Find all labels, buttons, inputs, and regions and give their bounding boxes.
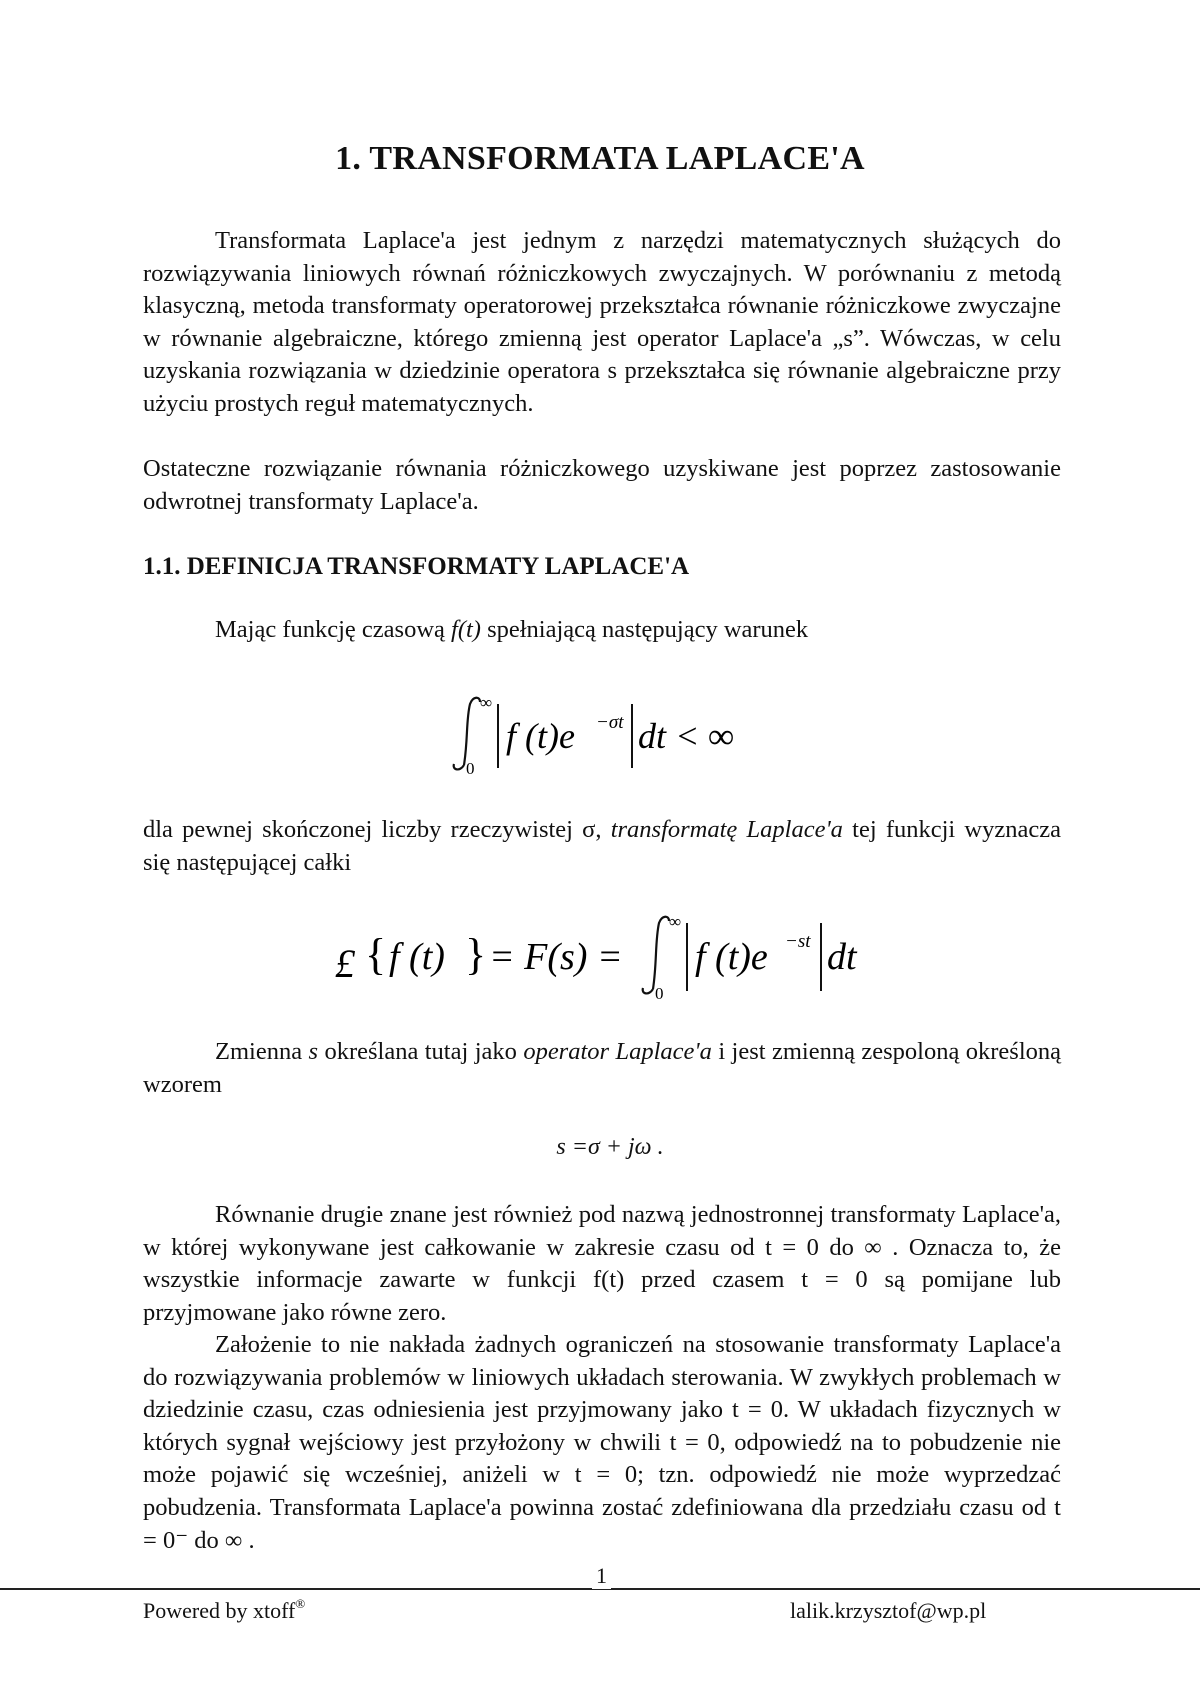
brace-left: { [365, 930, 387, 979]
integrand-exponent: −st [785, 931, 811, 952]
section-paragraph-2: dla pewnej skończonej liczby rzeczywistej σ, transformatę Laplace'a tej funkcji wyznacza się następującej całki [143, 816, 1061, 876]
integrand-exponent: −σt [596, 712, 624, 733]
integral-lower-limit: 0 [655, 984, 664, 1003]
section-paragraph-3: Zmienna s określana tutaj jako operator Laplace'a i jest zmienną zespoloną określoną wzorem [143, 1038, 1062, 1098]
integrand: f (t)e [695, 936, 768, 978]
laplace-definition-svg [335, 905, 875, 1005]
footer-credit: Powered by xtoff® [143, 1596, 306, 1623]
complex-variable-formula [0, 1134, 1200, 1161]
laplace-symbol: £ [335, 941, 355, 986]
convergence-formula-svg [440, 690, 760, 780]
integral-sign [643, 917, 669, 994]
laplace-definition-formula [0, 905, 1200, 1010]
integrand: f (t)e [506, 716, 575, 756]
formula-tail: dt < ∞ [638, 716, 734, 756]
section-heading: 1.1. DEFINICJA TRANSFORMATY LAPLACE'A [143, 553, 690, 580]
integral-upper-limit: ∞ [669, 912, 682, 931]
section-paragraph-1: Mając funkcję czasową f(t) spełniającą następujący warunek [215, 616, 809, 643]
section-paragraph-4: Równanie drugie znane jest również pod nazwą jednostronnej transformaty Laplace'a, w której wykonywane jest całkowanie w zakresie czasu od t = 0 do ∞ . Oznacza to, że wszystkie informacje zawarte w funkcji f(t) przed czasem t = 0 są pomijane lub przyjmowane jako równe zero. [143, 1201, 1061, 1326]
integral-lower-limit: 0 [466, 759, 475, 778]
transform-argument: f (t) [389, 936, 445, 978]
page-title: 1. TRANSFORMATA LAPLACE'A [335, 140, 865, 177]
complex-variable-expression: s =σ + jω . [556, 1134, 664, 1160]
transform-equality: = F(s) = [489, 936, 623, 978]
intro-paragraph-1: Transformata Laplace'a jest jednym z narzędzi matematycznych służących do rozwiązywania liniowych równań różniczkowych zwyczajnych. W porównaniu z metodą klasyczną, metoda transformaty operatorowej przekształca równanie różniczkowe zwyczajne w równanie algebraiczne, którego zmienną jest operator Laplace'a „s”. Wówczas, w celu uzyskania rozwiązania w dziedzinie operatora s przekształca się równanie algebraiczne przy użyciu prostych reguł matematycznych. [143, 227, 1061, 417]
section-paragraph-5: Założenie to nie nakłada żadnych ograniczeń na stosowanie transformaty Laplace'a do rozwiązywania problemów w liniowych układach sterowania. W zwykłych problemach w dziedzinie czasu, czas odniesienia jest przyjmowany jako t = 0. W układach fizycznych w których sygnał wejściowy jest przyłożony w chwili t = 0, odpowiedź na to pobudzenie nie może pojawić się wcześniej, aniżeli w t = 0; tzn. odpowiedź nie może wyprzedzać pobudzenia. Transformata Laplace'a powinna zostać zdefiniowana dla przedziału czasu od t = 0⁻ do ∞ . [143, 1331, 1061, 1554]
intro-paragraph-2: Ostateczne rozwiązanie równania różniczkowego uzyskiwane jest poprzez zastosowanie odwrotnej transformaty Laplace'a. [143, 455, 1061, 515]
brace-right: } [465, 930, 487, 979]
page-number: 1 [592, 1563, 611, 1589]
convergence-formula [0, 690, 1200, 785]
integral-upper-limit: ∞ [480, 693, 493, 712]
formula-tail: dt [827, 936, 857, 978]
footer-email: lalik.krzysztof@wp.pl [790, 1598, 987, 1623]
registered-mark: ® [295, 1596, 306, 1611]
